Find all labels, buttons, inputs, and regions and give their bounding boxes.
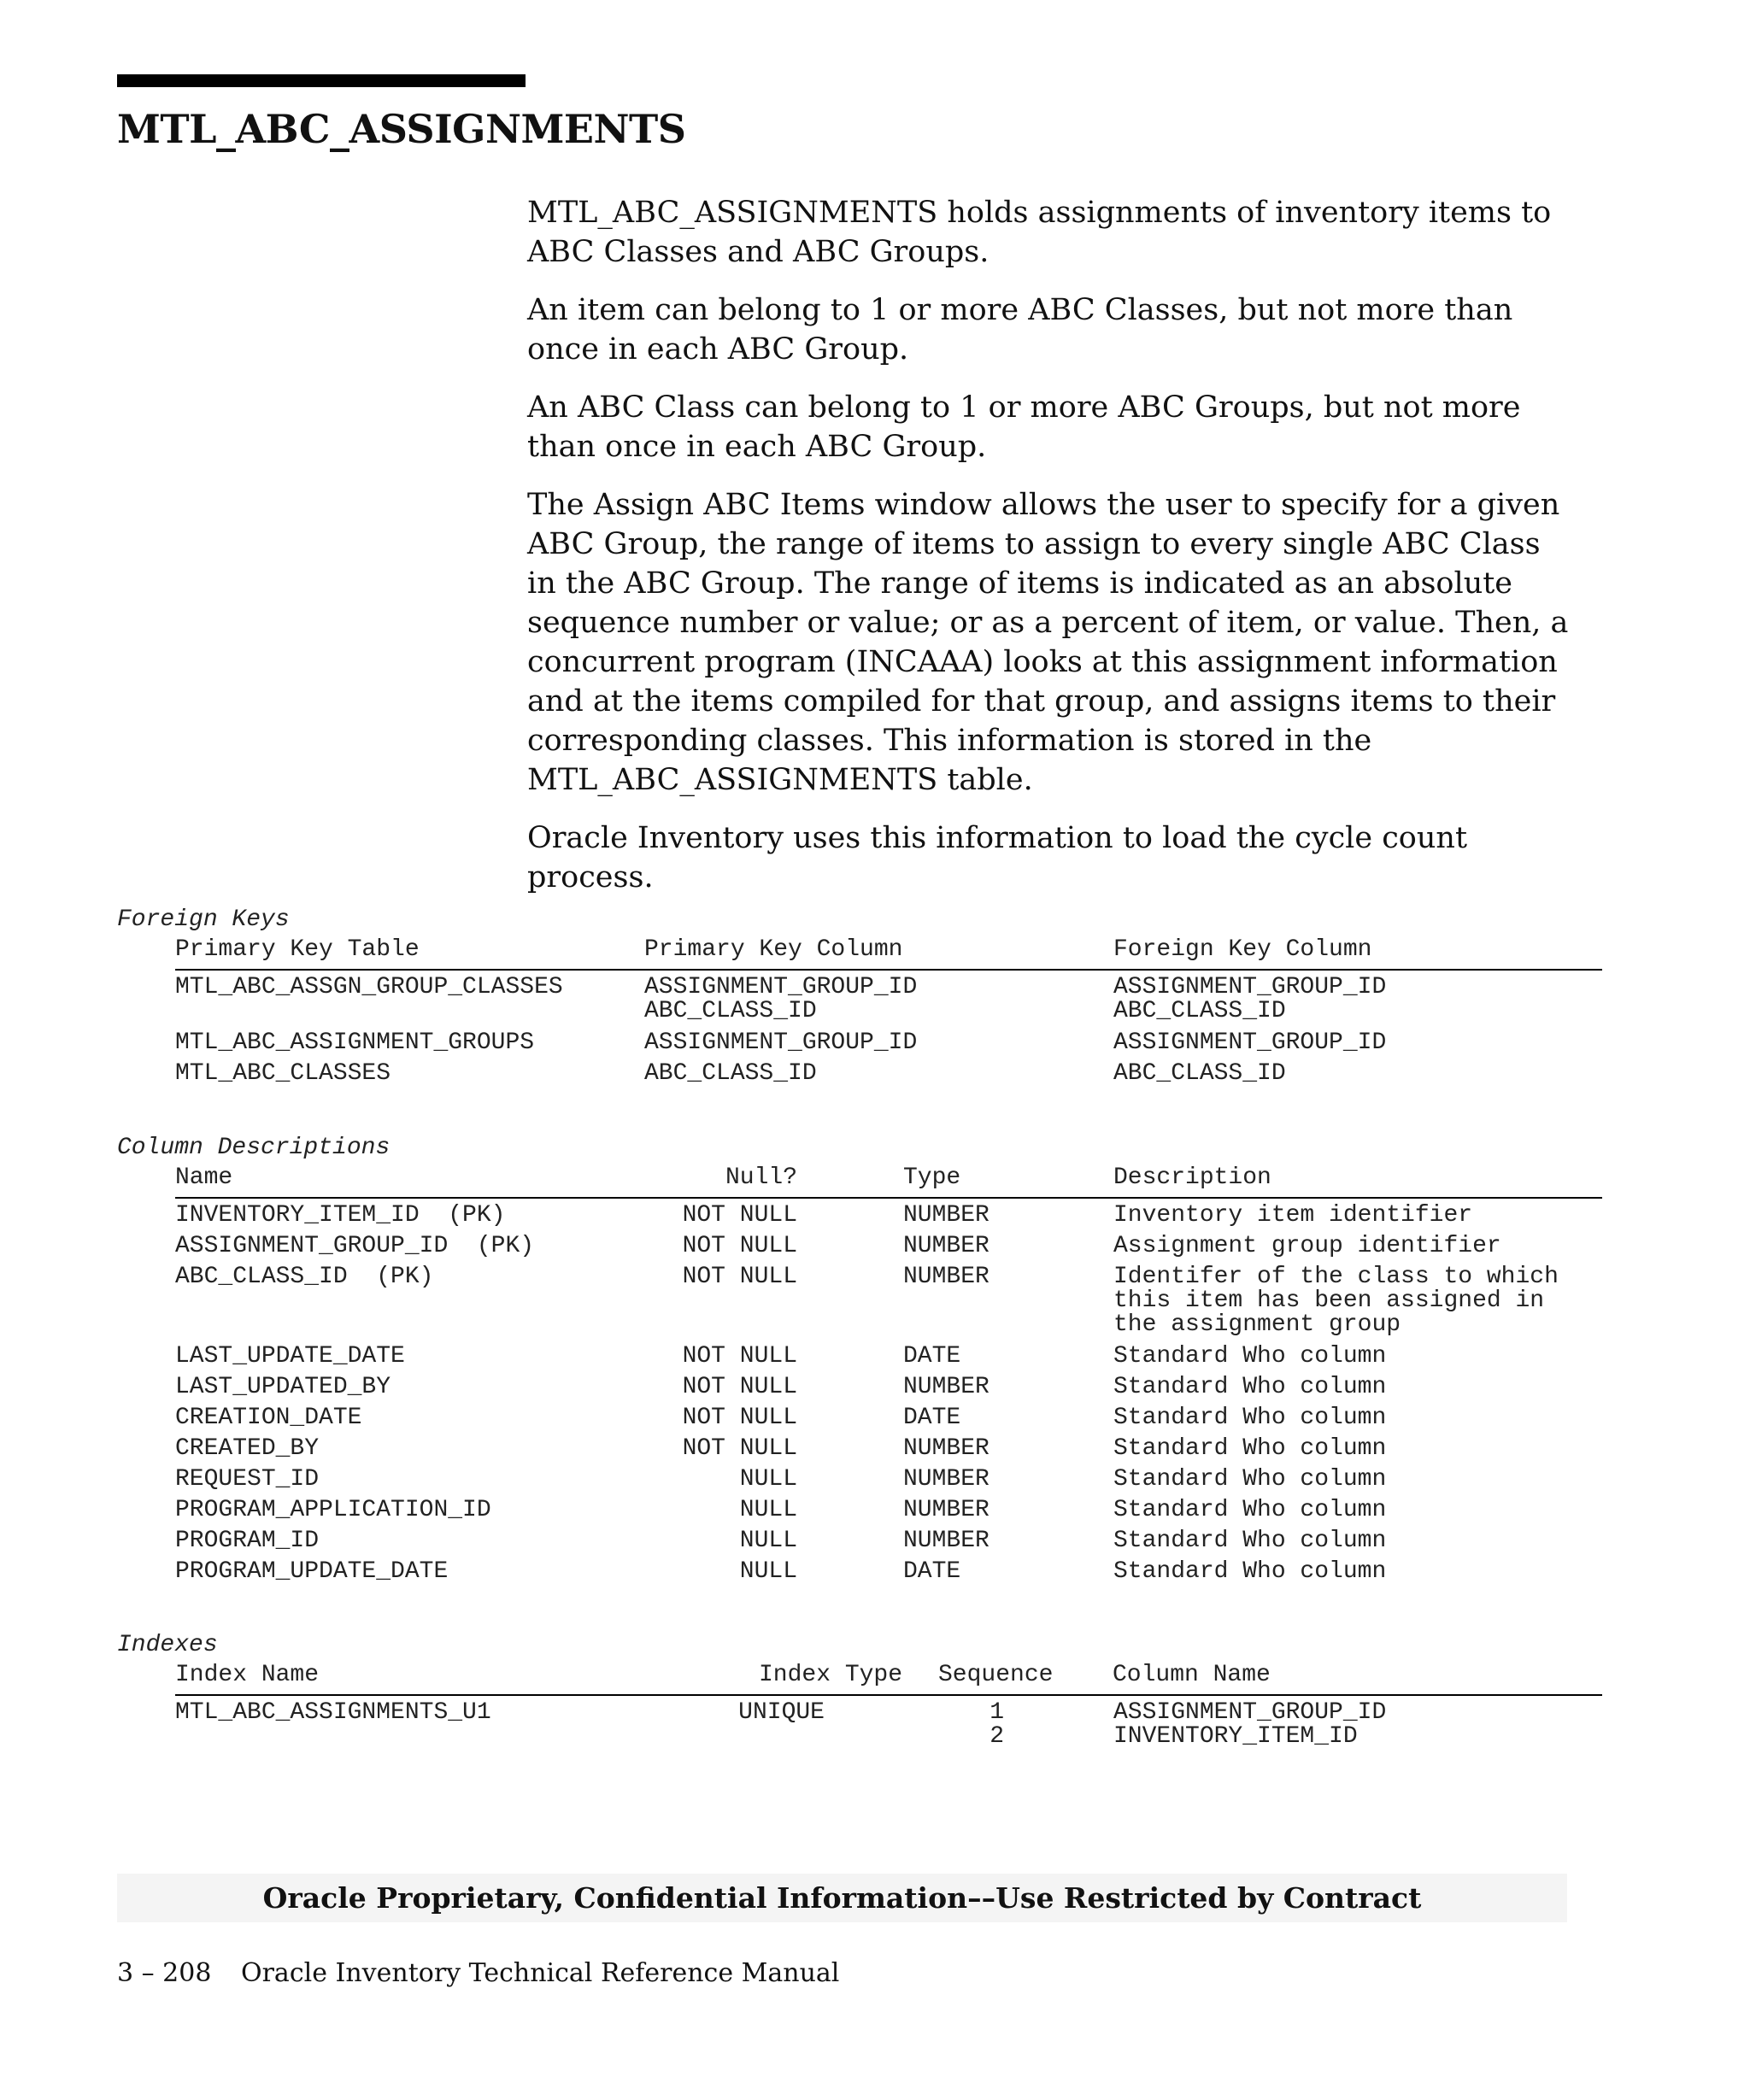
column-header: Type bbox=[903, 1164, 961, 1191]
type-cell: NUMBER bbox=[903, 1497, 990, 1523]
null-cell: NOT NULL bbox=[682, 1405, 797, 1431]
column-name-cell: ASSIGNMENT_GROUP_ID (PK) bbox=[175, 1233, 535, 1259]
fk-table-cell: MTL_ABC_ASSIGNMENT_GROUPS bbox=[175, 1029, 535, 1056]
null-cell: NOT NULL bbox=[682, 1202, 797, 1229]
null-cell: NULL bbox=[739, 1466, 797, 1493]
column-header: Foreign Key Column bbox=[1113, 936, 1372, 963]
confidential-notice: Oracle Proprietary, Confidential Information––Use Restricted by Contract bbox=[117, 1874, 1567, 1922]
pk-column-cell: ASSIGNMENT_GROUP_ID bbox=[644, 1029, 918, 1056]
column-name-cell: PROGRAM_APPLICATION_ID bbox=[175, 1497, 491, 1523]
null-cell: NOT NULL bbox=[682, 1435, 797, 1462]
null-cell: NOT NULL bbox=[682, 1374, 797, 1400]
column-header: Description bbox=[1113, 1164, 1271, 1191]
fk-column-cell: ASSIGNMENT_GROUP_ID bbox=[1113, 1029, 1387, 1056]
index-name-cell: MTL_ABC_ASSIGNMENTS_U1 bbox=[175, 1699, 491, 1726]
manual-title: Oracle Inventory Technical Reference Manual bbox=[241, 1958, 840, 1988]
null-cell: NOT NULL bbox=[682, 1233, 797, 1259]
type-cell: DATE bbox=[903, 1343, 961, 1370]
sequence-cell: 1 2 bbox=[990, 1699, 1004, 1750]
column-descriptions-table bbox=[175, 1164, 1602, 1585]
column-header: Primary Key Table bbox=[175, 936, 420, 963]
description-cell: Inventory item identifier bbox=[1113, 1202, 1473, 1229]
description-cell: Standard Who column bbox=[1113, 1435, 1387, 1462]
description-cell: Standard Who column bbox=[1113, 1497, 1387, 1523]
type-cell: NUMBER bbox=[903, 1466, 990, 1493]
null-cell: NULL bbox=[739, 1497, 797, 1523]
column-descriptions-title: Column Descriptions bbox=[117, 1135, 391, 1161]
page-title: MTL_ABC_ASSIGNMENTS bbox=[117, 106, 686, 152]
description-cell: Standard Who column bbox=[1113, 1374, 1387, 1400]
table-header bbox=[175, 938, 1602, 971]
type-cell: NUMBER bbox=[903, 1528, 990, 1554]
foreign-keys-title: Foreign Keys bbox=[117, 906, 290, 933]
index-column-cell: ASSIGNMENT_GROUP_ID INVENTORY_ITEM_ID bbox=[1113, 1699, 1387, 1750]
fk-table-cell: MTL_ABC_ASSGN_GROUP_CLASSES bbox=[175, 974, 563, 1000]
intro-paragraph: An item can belong to 1 or more ABC Classes, but not more than once in each ABC Group. bbox=[527, 293, 1513, 367]
null-cell: NOT NULL bbox=[682, 1343, 797, 1370]
title-rule bbox=[117, 74, 526, 87]
indexes-title: Indexes bbox=[117, 1632, 218, 1658]
type-cell: DATE bbox=[903, 1558, 961, 1585]
intro-paragraph: Oracle Inventory uses this information to load the cycle count process. bbox=[527, 821, 1468, 895]
description-cell: Standard Who column bbox=[1113, 1528, 1387, 1554]
type-cell: NUMBER bbox=[903, 1202, 990, 1229]
table-row bbox=[175, 1062, 1602, 1086]
pk-column-cell: ABC_CLASS_ID bbox=[644, 1060, 817, 1087]
description-cell: Assignment group identifier bbox=[1113, 1233, 1501, 1259]
column-name-cell: CREATION_DATE bbox=[175, 1405, 362, 1431]
type-cell: NUMBER bbox=[903, 1374, 990, 1400]
foreign-keys-table bbox=[175, 936, 1602, 1087]
null-cell: NOT NULL bbox=[682, 1264, 797, 1290]
column-header: Name bbox=[175, 1164, 233, 1191]
column-header: Sequence bbox=[938, 1662, 1054, 1688]
null-cell: NULL bbox=[739, 1528, 797, 1554]
null-cell: NULL bbox=[739, 1558, 797, 1585]
column-header: Null? bbox=[725, 1164, 797, 1191]
description-cell: Identifer of the class to which this item has been assigned in the assignment group bbox=[1113, 1264, 1559, 1338]
column-name-cell: REQUEST_ID bbox=[175, 1466, 320, 1493]
column-name-cell: PROGRAM_UPDATE_DATE bbox=[175, 1558, 449, 1585]
table-row bbox=[175, 976, 1602, 1024]
column-header: Primary Key Column bbox=[644, 936, 903, 963]
column-header: Index Name bbox=[175, 1662, 320, 1688]
description-cell: Standard Who column bbox=[1113, 1405, 1387, 1431]
column-name-cell: LAST_UPDATE_DATE bbox=[175, 1343, 405, 1370]
intro-text bbox=[527, 193, 1578, 916]
column-name-cell: PROGRAM_ID bbox=[175, 1528, 320, 1554]
intro-paragraph: The Assign ABC Items window allows the user to specify for a given ABC Group, the range of items to assign to every single ABC Class in the ABC Group. The range of items is indicated as an absolute sequence number or value; or as a percent of item, or value. Then, a concurrent program (INCAAA) looks at this assignment information and at the items compiled for that group, and assigns items to their corresponding classes. This information is stored in the MTL_ABC_ASSIGNMENTS table. bbox=[527, 488, 1569, 797]
column-name-cell: ABC_CLASS_ID (PK) bbox=[175, 1264, 434, 1290]
description-cell: Standard Who column bbox=[1113, 1466, 1387, 1493]
indexes-table bbox=[175, 1662, 1602, 1750]
type-cell: NUMBER bbox=[903, 1264, 990, 1290]
fk-table-cell: MTL_ABC_CLASSES bbox=[175, 1060, 391, 1087]
intro-paragraph: An ABC Class can belong to 1 or more ABC Groups, but not more than once in each ABC Group. bbox=[527, 390, 1521, 464]
pk-column-cell: ASSIGNMENT_GROUP_ID ABC_CLASS_ID bbox=[644, 974, 918, 1024]
table-header bbox=[175, 1663, 1602, 1696]
intro-paragraph: MTL_ABC_ASSIGNMENTS holds assignments of inventory items to ABC Classes and ABC Groups. bbox=[527, 196, 1552, 269]
page-number: 3 – 208 bbox=[117, 1958, 212, 1988]
fk-column-cell: ABC_CLASS_ID bbox=[1113, 1060, 1286, 1087]
type-cell: NUMBER bbox=[903, 1435, 990, 1462]
description-cell: Standard Who column bbox=[1113, 1558, 1387, 1585]
column-name-cell: CREATED_BY bbox=[175, 1435, 320, 1462]
fk-column-cell: ASSIGNMENT_GROUP_ID ABC_CLASS_ID bbox=[1113, 974, 1387, 1024]
index-type-cell: UNIQUE bbox=[738, 1699, 825, 1726]
table-row bbox=[175, 1031, 1602, 1055]
column-name-cell: LAST_UPDATED_BY bbox=[175, 1374, 391, 1400]
type-cell: DATE bbox=[903, 1405, 961, 1431]
description-cell: Standard Who column bbox=[1113, 1343, 1387, 1370]
column-header: Index Type bbox=[759, 1662, 903, 1688]
column-header: Column Name bbox=[1113, 1662, 1271, 1688]
table-header bbox=[175, 1166, 1602, 1199]
column-name-cell: INVENTORY_ITEM_ID (PK) bbox=[175, 1202, 506, 1229]
type-cell: NUMBER bbox=[903, 1233, 990, 1259]
